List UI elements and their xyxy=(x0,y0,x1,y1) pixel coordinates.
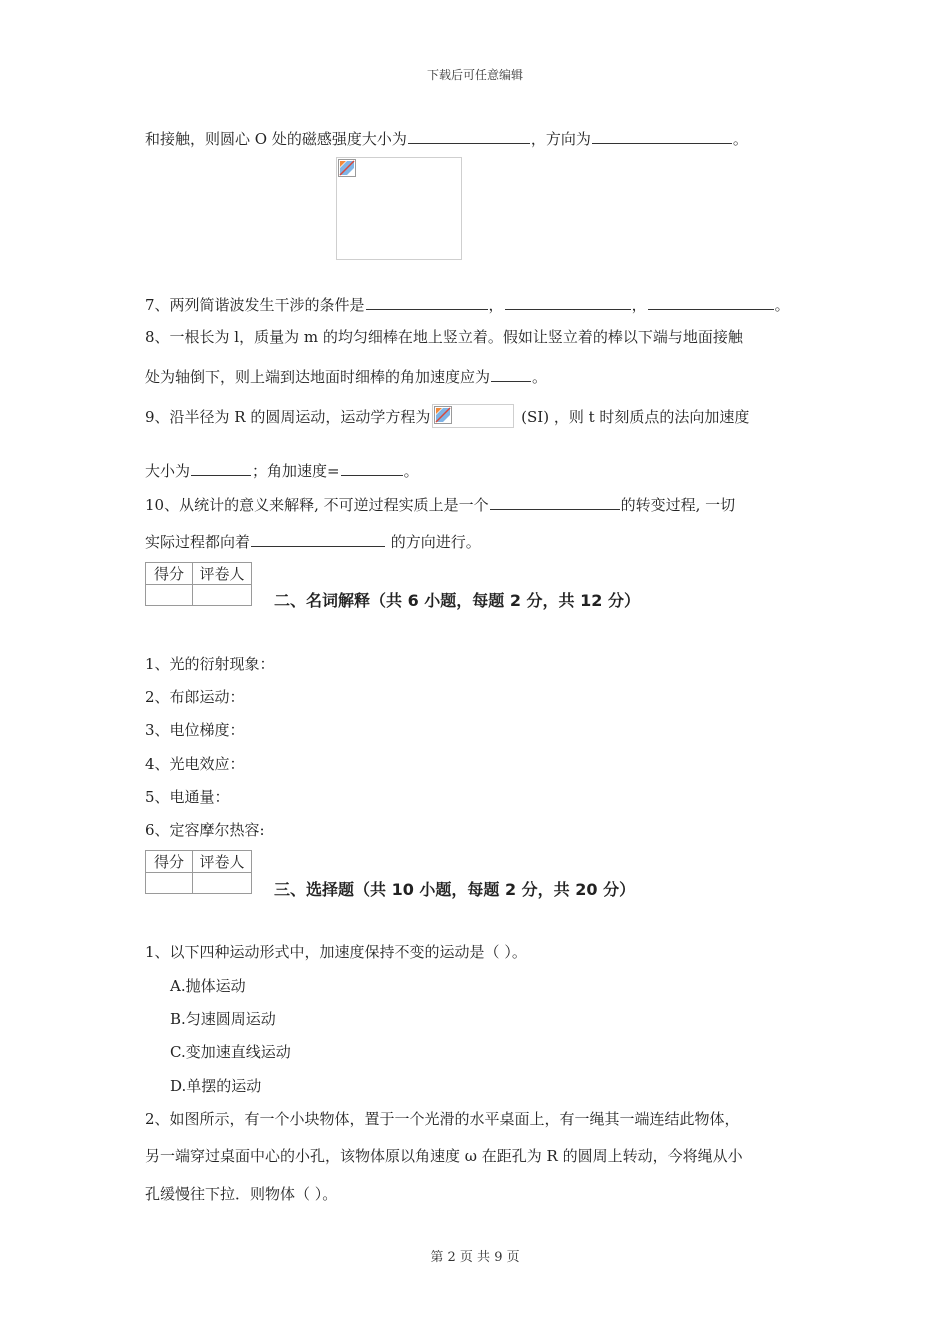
section-3-title: 三、选择题（共 10 小题，每题 2 分，共 20 分） xyxy=(274,880,636,899)
score-label: 得分 xyxy=(146,851,193,873)
blank xyxy=(648,294,774,310)
comma: ， xyxy=(631,296,647,314)
score-label: 得分 xyxy=(146,563,193,585)
blank xyxy=(366,294,488,310)
period: 。 xyxy=(403,462,419,480)
choice-question-2-line-3: 孔缓慢往下拉．则物体（ ）。 xyxy=(145,1185,338,1203)
term-item: 1、光的衍射现象： xyxy=(145,655,275,673)
score-table xyxy=(145,850,252,894)
q9-text-a: 9、沿半径为 R 的圆周运动，运动学方程为 xyxy=(145,408,431,426)
broken-image-icon xyxy=(434,406,452,424)
equation-image-placeholder xyxy=(432,404,514,428)
question-10-line-2 xyxy=(145,531,481,552)
blank xyxy=(251,531,385,547)
term-item: 4、光电效应： xyxy=(145,755,245,773)
option-c: C.变加速直线运动 xyxy=(170,1043,291,1061)
blank xyxy=(592,128,732,144)
term-item: 5、电通量： xyxy=(145,788,230,806)
blank xyxy=(491,366,531,382)
option-d: D.单摆的运动 xyxy=(170,1077,262,1095)
q10-text-a: 10、从统计的意义来解释, 不可逆过程实质上是一个 xyxy=(145,496,489,514)
blank xyxy=(191,460,251,476)
grader-cell xyxy=(193,585,252,606)
choice-question-2-line-1: 2、如图所示，有一个小块物体，置于一个光滑的水平桌面上，有一绳其一端连结此物体， xyxy=(145,1110,740,1128)
page-footer: 第 2 页 共 9 页 xyxy=(430,1250,520,1265)
q9-text-c: 大小为 xyxy=(145,462,191,480)
blank xyxy=(505,294,631,310)
section-2-title: 二、名词解释（共 6 小题，每题 2 分，共 12 分） xyxy=(274,591,640,610)
grader-cell xyxy=(193,873,252,894)
q9-text-b: (SI) ，则 t 时刻质点的法向加速度 xyxy=(521,408,750,426)
q10-text-d: 的方向进行。 xyxy=(386,533,481,551)
q6-text-b: ，方向为 xyxy=(530,130,591,148)
question-9-line-2 xyxy=(145,460,419,481)
question-8-line-2 xyxy=(145,366,547,387)
q10-text-b: 的转变过程, 一切 xyxy=(620,496,736,514)
broken-image-icon xyxy=(338,159,356,177)
figure-placeholder xyxy=(336,157,462,260)
blank xyxy=(490,494,620,510)
choice-question-2-line-2: 另一端穿过桌面中心的小孔，该物体原以角速度 ω 在距孔为 R 的圆周上转动，今将绳从小 xyxy=(145,1147,743,1165)
question-10-line-1 xyxy=(145,494,735,515)
grader-label: 评卷人 xyxy=(193,851,252,873)
score-cell xyxy=(146,585,193,606)
blank xyxy=(408,128,530,144)
grader-label: 评卷人 xyxy=(193,563,252,585)
option-a: A.抛体运动 xyxy=(170,977,246,995)
question-7 xyxy=(145,294,790,315)
blank xyxy=(341,460,403,476)
period: 。 xyxy=(532,368,548,386)
term-item: 6、定容摩尔热容: xyxy=(145,821,265,839)
q10-text-c: 实际过程都向着 xyxy=(145,533,251,551)
q6-text-a: 和接触，则圆心 O 处的磁感强度大小为 xyxy=(145,130,407,148)
q7-text: 7、两列简谐波发生干涉的条件是 xyxy=(145,296,365,314)
comma: ， xyxy=(488,296,504,314)
term-item: 3、电位梯度： xyxy=(145,721,245,739)
choice-question-1: 1、以下四种运动形式中，加速度保持不变的运动是（ ）。 xyxy=(145,943,527,961)
option-b: B.匀速圆周运动 xyxy=(170,1010,276,1028)
question-9-line-1 xyxy=(145,404,749,428)
question-8-line-1: 8、一根长为 l，质量为 m 的均匀细棒在地上竖立着。假如让竖立着的棒以下端与地面接触 xyxy=(145,328,743,346)
q6-text-c: 。 xyxy=(732,130,748,148)
score-table xyxy=(145,562,252,606)
q9-text-d: ；角加速度= xyxy=(252,462,340,480)
question-6-tail xyxy=(145,128,748,149)
term-item: 2、布郎运动： xyxy=(145,688,245,706)
period: 。 xyxy=(774,296,790,314)
q8-text: 处为轴倒下，则上端到达地面时细棒的角加速度应为 xyxy=(145,368,491,386)
score-cell xyxy=(146,873,193,894)
page-header: 下载后可任意编辑 xyxy=(426,68,523,82)
